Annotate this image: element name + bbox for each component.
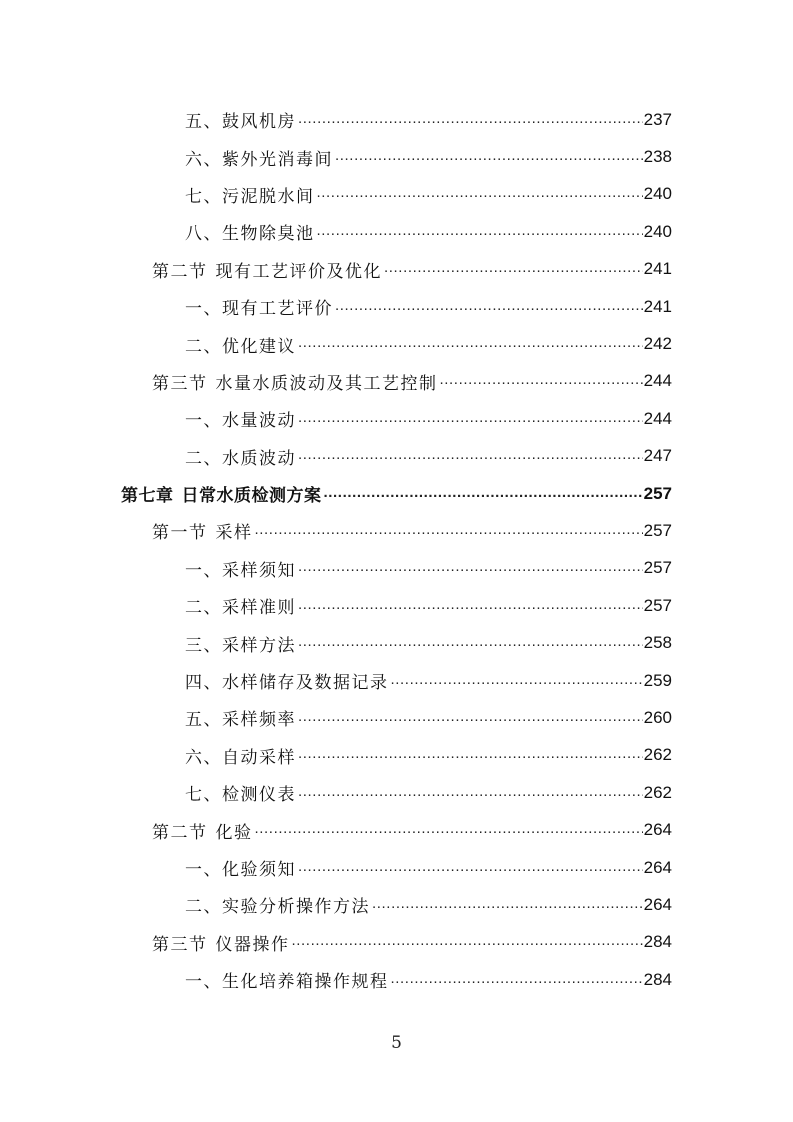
dot-leader [298, 409, 643, 429]
toc-entry-title: 采样 [215, 523, 253, 544]
toc-entry[interactable] [0, 774, 672, 811]
dot-leader [391, 671, 643, 691]
toc-entry-title: 现有工艺评价及优化 [215, 261, 382, 282]
toc-entry-page: 257 [643, 520, 672, 540]
toc-entry[interactable] [0, 101, 672, 138]
toc-entry-prefix: 二、 [185, 448, 222, 469]
toc-entry[interactable] [0, 886, 672, 923]
dot-leader [298, 596, 643, 616]
toc-entry-prefix: 三、 [185, 635, 222, 656]
dot-leader [298, 745, 643, 765]
toc-entry-page: 240 [643, 221, 672, 241]
toc-entry-page: 242 [643, 334, 672, 354]
toc-entry-prefix: 七、 [185, 186, 222, 207]
toc-entry-page: 238 [643, 147, 672, 167]
dot-leader [298, 858, 643, 878]
toc-section-entry[interactable] [0, 811, 672, 848]
toc-entry-page: 257 [643, 595, 672, 615]
toc-entry-prefix: 八、 [185, 224, 222, 245]
dot-leader [298, 783, 643, 803]
toc-entry-prefix: 四、 [185, 673, 222, 694]
toc-entry-title: 日常水质检测方案 [181, 486, 322, 507]
dot-leader [317, 184, 643, 204]
toc-entry-title: 水量水质波动及其工艺控制 [215, 373, 438, 394]
toc-entry-page: 257 [643, 558, 672, 578]
toc-entry-title: 水量波动 [222, 411, 296, 432]
table-of-contents [0, 101, 793, 998]
dot-leader [391, 970, 643, 990]
toc-entry-title: 生物除臭池 [222, 224, 315, 245]
toc-entry-prefix: 二、 [185, 598, 222, 619]
toc-entry-page: 237 [643, 109, 672, 129]
toc-entry[interactable] [0, 624, 672, 661]
toc-entry[interactable] [0, 961, 672, 998]
dot-leader [298, 558, 643, 578]
toc-entry[interactable] [0, 699, 672, 736]
toc-entry-prefix: 二、 [185, 336, 222, 357]
toc-entry[interactable] [0, 550, 672, 587]
toc-entry-title: 检测仪表 [222, 785, 296, 806]
dot-leader [298, 633, 643, 653]
toc-entry-page: 264 [643, 894, 672, 914]
toc-entry[interactable] [0, 288, 672, 325]
toc-entry-title: 优化建议 [222, 336, 296, 357]
toc-entry-page: 260 [643, 707, 672, 727]
toc-entry-page: 258 [643, 633, 672, 653]
toc-entry-page: 262 [643, 745, 672, 765]
toc-entry-page: 264 [643, 820, 672, 840]
toc-entry-prefix: 第二节 [152, 822, 208, 843]
toc-entry-title: 生化培养箱操作规程 [222, 972, 389, 993]
toc-entry[interactable] [0, 438, 672, 475]
toc-entry-page: 247 [643, 446, 672, 466]
toc-entry[interactable] [0, 325, 672, 362]
toc-entry-prefix: 一、 [185, 972, 222, 993]
toc-entry-prefix: 一、 [185, 299, 222, 320]
toc-entry-prefix: 二、 [185, 897, 222, 918]
toc-entry-prefix: 第七章 [121, 486, 174, 507]
toc-entry-prefix: 第三节 [152, 373, 208, 394]
toc-entry-title: 化验 [215, 822, 253, 843]
toc-entry-title: 紫外光消毒间 [222, 149, 333, 170]
toc-entry-page: 244 [643, 408, 672, 428]
toc-entry-title: 采样方法 [222, 635, 296, 656]
toc-entry[interactable] [0, 213, 672, 250]
dot-leader [255, 820, 643, 840]
toc-entry-prefix: 第一节 [152, 523, 208, 544]
toc-entry[interactable] [0, 138, 672, 175]
dot-leader [335, 297, 643, 317]
dot-leader [255, 521, 643, 541]
toc-entry-title: 实验分析操作方法 [222, 897, 370, 918]
page-number: 5 [391, 1033, 402, 1053]
dot-leader [298, 708, 643, 728]
dot-leader [372, 895, 643, 915]
toc-entry-page: 244 [643, 371, 672, 391]
dot-leader [317, 222, 643, 242]
dot-leader [384, 259, 643, 279]
toc-entry-prefix: 一、 [185, 860, 222, 880]
toc-entry[interactable] [0, 587, 672, 624]
toc-entry-prefix: 一、 [185, 411, 222, 432]
dot-leader [324, 484, 643, 504]
toc-entry-prefix: 第三节 [152, 934, 208, 955]
toc-entry-prefix: 六、 [185, 747, 222, 768]
toc-entry-title: 污泥脱水间 [222, 186, 315, 207]
toc-chapter-entry[interactable] [0, 475, 672, 512]
toc-entry-prefix: 六、 [185, 149, 222, 170]
toc-entry-page: 284 [643, 969, 672, 989]
toc-entry-title: 鼓风机房 [222, 112, 296, 133]
dot-leader [292, 932, 643, 952]
toc-entry-prefix: 五、 [185, 710, 222, 731]
toc-entry-title: 化验须知 [222, 860, 296, 880]
toc-entry-prefix: 五、 [185, 112, 222, 133]
toc-entry-title: 自动采样 [222, 747, 296, 768]
dot-leader [440, 371, 643, 391]
toc-entry[interactable] [0, 849, 672, 886]
toc-entry-title: 仪器操作 [215, 934, 290, 955]
toc-entry[interactable] [0, 737, 672, 774]
toc-entry-prefix: 第二节 [152, 261, 208, 282]
toc-entry-page: 284 [643, 932, 672, 952]
toc-section-entry[interactable] [0, 363, 672, 400]
toc-section-entry[interactable] [0, 512, 672, 549]
toc-entry-page: 241 [643, 259, 672, 279]
toc-entry-page: 257 [643, 483, 672, 503]
toc-entry-page: 241 [643, 296, 672, 316]
dot-leader [298, 110, 643, 130]
dot-leader [335, 147, 643, 167]
toc-entry-title: 水质波动 [222, 448, 296, 469]
toc-entry-title: 现有工艺评价 [222, 299, 333, 320]
toc-entry-title: 采样频率 [222, 710, 296, 731]
toc-entry-title: 采样须知 [222, 560, 296, 581]
toc-entry-title: 采样准则 [222, 598, 296, 619]
toc-section-entry[interactable] [0, 924, 672, 961]
toc-entry[interactable] [0, 400, 672, 437]
toc-entry-prefix: 七、 [185, 785, 222, 806]
toc-entry-page: 264 [643, 857, 672, 877]
toc-section-entry[interactable] [0, 251, 672, 288]
toc-entry[interactable] [0, 662, 672, 699]
dot-leader [298, 446, 643, 466]
toc-entry-title: 水样储存及数据记录 [222, 673, 389, 694]
toc-entry-page: 259 [643, 670, 672, 690]
toc-entry-page: 240 [643, 184, 672, 204]
toc-entry[interactable] [0, 176, 672, 213]
dot-leader [298, 334, 643, 354]
toc-entry-prefix: 一、 [185, 560, 222, 581]
toc-entry-page: 262 [643, 782, 672, 802]
